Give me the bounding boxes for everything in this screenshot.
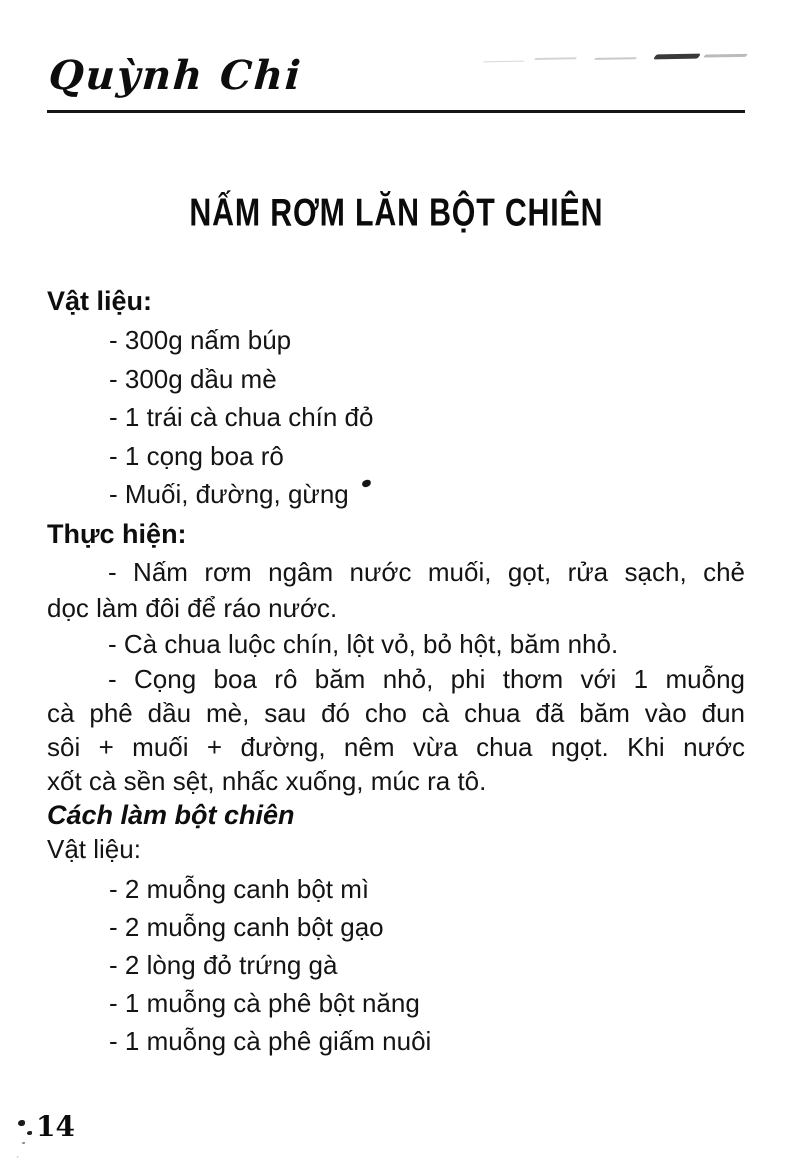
- recipe-title-text: NẤM RƠM LĂN BỘT CHIÊN: [189, 190, 603, 234]
- paragraph-line: dọc làm đôi để ráo nước.: [47, 592, 338, 623]
- ingredient-item: - 2 lòng đỏ trứng gà: [109, 949, 338, 980]
- method-heading: Thực hiện:: [47, 518, 187, 549]
- ingredient-item: - 2 muỗng canh bột gạo: [109, 911, 384, 942]
- paragraph-line: xốt cà sền sệt, nhấc xuống, múc ra tô.: [47, 765, 487, 796]
- page-number: 14: [36, 1110, 75, 1143]
- paragraph-line: - Nấm rơm ngâm nước muối, gọt, rửa sạch, chẻ: [108, 556, 745, 587]
- ingredient-item: - 1 muỗng cà phê giấm nuôi: [109, 1025, 432, 1056]
- ingredients-heading: Vật liệu:: [47, 286, 153, 316]
- ingredient-item: - 1 cọng boa rô: [109, 440, 284, 471]
- scan-smudge-artifact: [653, 54, 701, 60]
- batter-ingredients-heading: Vật liệu:: [47, 833, 141, 864]
- author-signature: Quỳnh Chi: [47, 52, 304, 99]
- scanned-book-page: [0, 50, 800, 1176]
- ingredient-item: - 1 trái cà chua chín đỏ: [109, 402, 374, 432]
- ingredient-item: - 300g dầu mè: [109, 363, 277, 394]
- ingredient-item: - 2 muỗng canh bột mì: [109, 873, 370, 904]
- paragraph-line: cà phê dầu mè, sau đó cho cà chua đã băm vào đun: [47, 697, 745, 728]
- ingredient-item: - Muối, đường, gừng: [109, 479, 349, 509]
- batter-section-heading: Cách làm bột chiên: [47, 799, 295, 830]
- method-paragraph: [47, 554, 745, 626]
- ingredient-item: - 300g nấm búp: [109, 325, 292, 355]
- ink-speck: [18, 1120, 25, 1126]
- ingredients-list: [47, 321, 745, 514]
- batter-ingredients-list: [47, 870, 745, 1060]
- paragraph-line: - Cọng boa rô băm nhỏ, phi thơm với 1 muỗng: [108, 663, 745, 694]
- paragraph-line: sôi + muối + đường, nêm vừa chua ngọt. Khi nước: [47, 731, 745, 762]
- paragraph-line: - Cà chua luộc chín, lột vỏ, bỏ hột, băm nhỏ.: [108, 628, 619, 659]
- recipe-title: [47, 191, 745, 243]
- header-rule: [47, 110, 745, 113]
- method-paragraph: [47, 662, 745, 798]
- ingredient-item: - 1 muỗng cà phê bột năng: [109, 987, 420, 1018]
- method-paragraph: [47, 626, 745, 662]
